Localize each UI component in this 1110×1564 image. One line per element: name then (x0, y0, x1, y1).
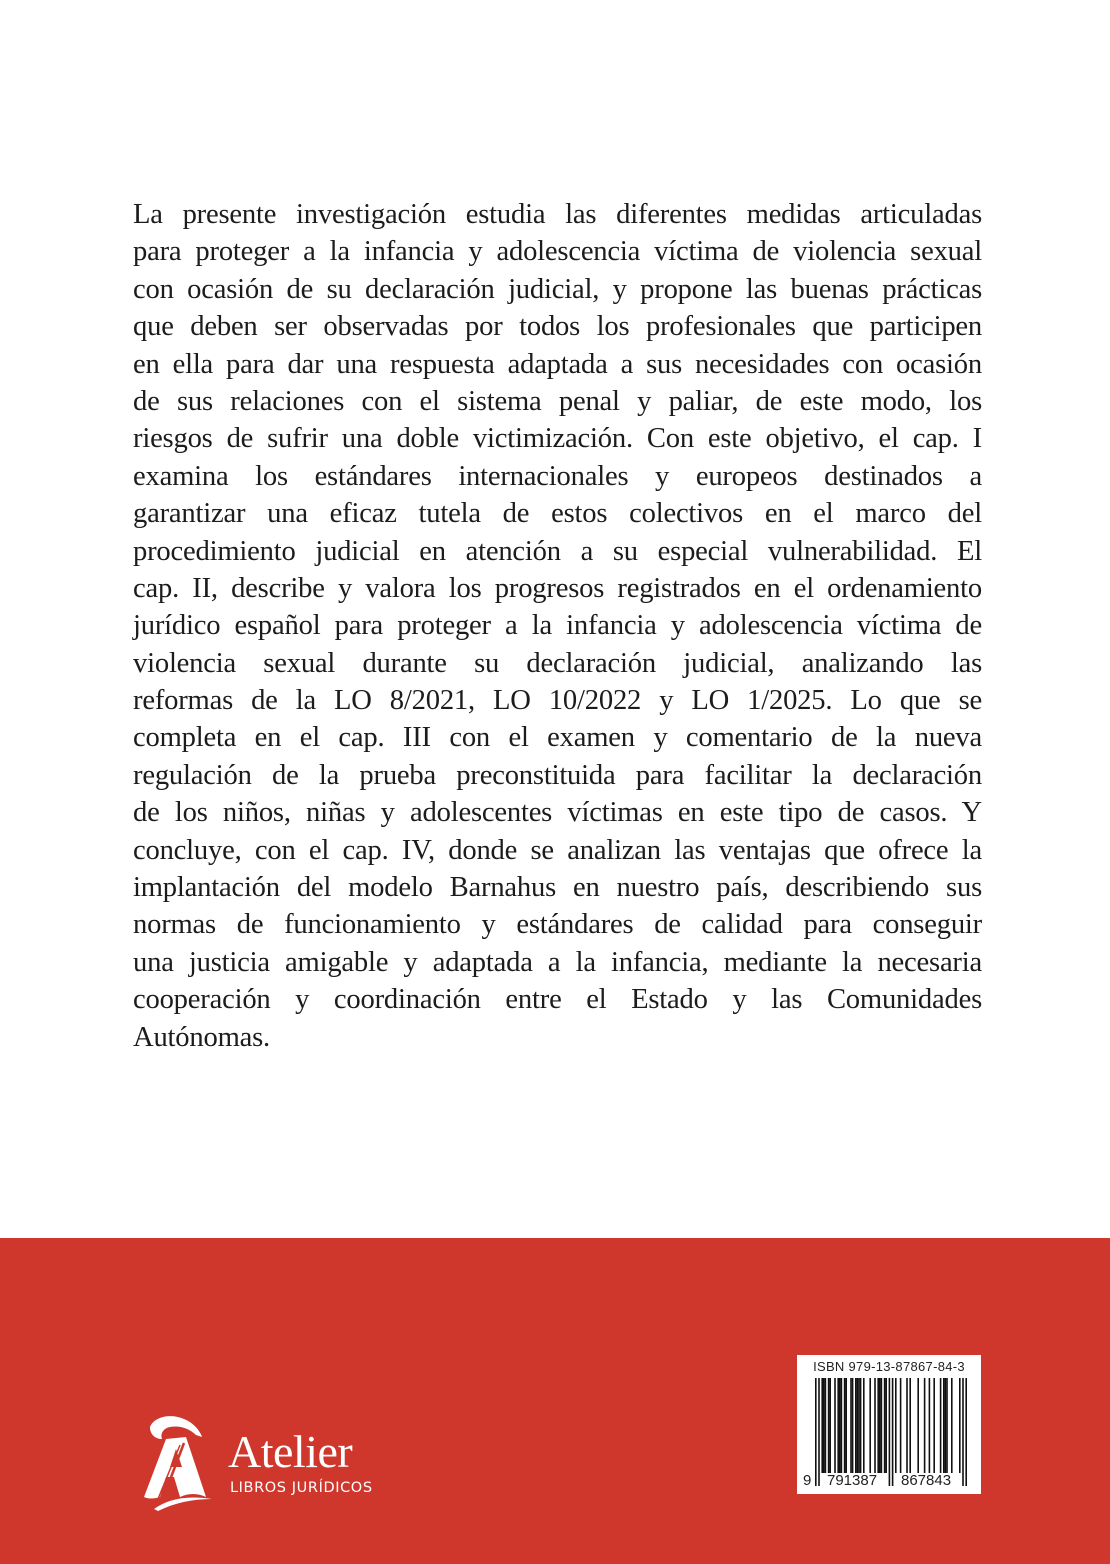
barcode-bar (863, 1378, 865, 1473)
publisher-tagline: LIBROS JURÍDICOS (230, 1480, 373, 1496)
barcode-bar (857, 1378, 859, 1473)
barcode-bar (815, 1378, 817, 1486)
blurb-line: garantizar una eficaz tutela de estos colectivos en el marco del (133, 498, 982, 530)
barcode-bar (874, 1378, 876, 1473)
barcode-bar (839, 1378, 841, 1473)
blurb-line: violencia sexual durante su declaración judicial, analizando las (133, 647, 982, 679)
blurb-line: reformas de la LO 8/2021, LO 10/2022 y LO 1/2025. Lo que se (133, 685, 982, 717)
blurb-line: que deben ser observadas por todos los profesionales que participen (133, 311, 982, 343)
barcode-bar (821, 1378, 823, 1473)
barcode-bar (895, 1378, 897, 1473)
barcode-bar (869, 1378, 871, 1473)
barcode-bar (828, 1378, 830, 1473)
barcode-bar (892, 1378, 894, 1486)
isbn-label: ISBN 979-13-87867-84-3 (813, 1359, 965, 1374)
blurb-line: en ella para dar una respuesta adaptada a sus necesidades con ocasión (133, 348, 982, 380)
blurb-line: normas de funcionamiento y estándares de calidad para conseguir (133, 909, 982, 941)
barcode-bar (852, 1378, 854, 1473)
blurb-line: riesgos de sufrir una doble victimización. Con este objetivo, el cap. I (133, 423, 982, 455)
barcode-bar (841, 1378, 843, 1473)
barcode-bar (825, 1378, 827, 1473)
blurb-line: jurídico español para proteger a la infancia y adolescencia víctima de (133, 610, 982, 642)
blurb-line: cap. II, describe y valora los progresos registrados en el ordenamiento (133, 572, 982, 604)
barcode-bar (951, 1378, 953, 1473)
barcode-bar (823, 1378, 825, 1473)
barcode-bar (845, 1378, 847, 1473)
barcode-bar (933, 1378, 935, 1473)
barcode-bar (881, 1378, 883, 1473)
barcode-bar (818, 1378, 820, 1486)
barcode-bar (855, 1378, 857, 1473)
blurb-line: cooperación y coordinación entre el Estado y las Comunidades (133, 984, 982, 1016)
blurb-line: implantación del modelo Barnahus en nuestro país, describiendo sus (133, 872, 982, 904)
publisher-logo (140, 1413, 380, 1513)
publisher-name: Atelier (228, 1426, 353, 1477)
barcode-bar (962, 1378, 964, 1486)
barcode-bar (850, 1378, 852, 1473)
barcode-bar (858, 1378, 860, 1473)
blurb-line: de sus relaciones con el sistema penal y paliar, de este modo, los (133, 385, 982, 417)
barcode-bar (946, 1378, 948, 1473)
barcode-bar (965, 1378, 967, 1486)
isbn-barcode (797, 1355, 981, 1494)
barcode-bar (924, 1378, 926, 1473)
blurb-line: examina los estándares internacionales y europeos destinados a (133, 460, 982, 492)
barcode-bar (829, 1378, 831, 1473)
barcode-bar (844, 1378, 846, 1473)
back-cover-blurb (133, 196, 982, 1056)
barcode-bar (900, 1378, 902, 1473)
barcode-bar (884, 1378, 886, 1473)
barcode-bar (909, 1378, 911, 1473)
barcode-bar (860, 1378, 862, 1473)
blurb-line: con ocasión de su declaración judicial, y propone las buenas prácticas (133, 273, 982, 305)
barcode-bar (889, 1378, 891, 1486)
blurb-line: de los niños, niñas y adolescentes víctimas en este tipo de casos. Y (133, 797, 982, 829)
barcode-bar (879, 1378, 881, 1473)
blurb-line: regulación de la prueba preconstituida para facilitar la declaración (133, 759, 982, 791)
barcode-bar (877, 1378, 879, 1473)
barcode-bars (797, 1355, 981, 1494)
barcode-digits-left: 791387 (827, 1472, 878, 1489)
blurb-line: para proteger a la infancia y adolescencia víctima de violencia sexual (133, 236, 982, 268)
blurb-line: una justicia amigable y adaptada a la infancia, mediante la necesaria (133, 946, 982, 978)
barcode-bar (943, 1378, 945, 1473)
barcode-digits-right: 867843 (901, 1472, 952, 1489)
blurb-line: procedimiento judicial en atención a su especial vulnerabilidad. El (133, 535, 982, 567)
barcode-bar (837, 1378, 839, 1473)
blurb-line: completa en el cap. III con el examen y comentario de la nueva (133, 722, 982, 754)
barcode-bar (929, 1378, 931, 1473)
barcode-bar (917, 1378, 919, 1473)
barcode-bar (959, 1378, 961, 1473)
barcode-bar (834, 1378, 836, 1473)
blurb-line: concluye, con el cap. IV, donde se analizan las ventajas que ofrece la (133, 834, 982, 866)
barcode-bar (885, 1378, 887, 1473)
barcode-bar (940, 1378, 942, 1473)
barcode-bar (906, 1378, 908, 1473)
blurb-line: La presente investigación estudia las diferentes medidas articuladas (133, 199, 982, 230)
barcode-digit-first: 9 (803, 1472, 812, 1489)
gothic-letter-a-logo-icon (140, 1413, 214, 1511)
blurb-line: Autónomas. (133, 1021, 270, 1053)
barcode-bar (945, 1378, 947, 1473)
